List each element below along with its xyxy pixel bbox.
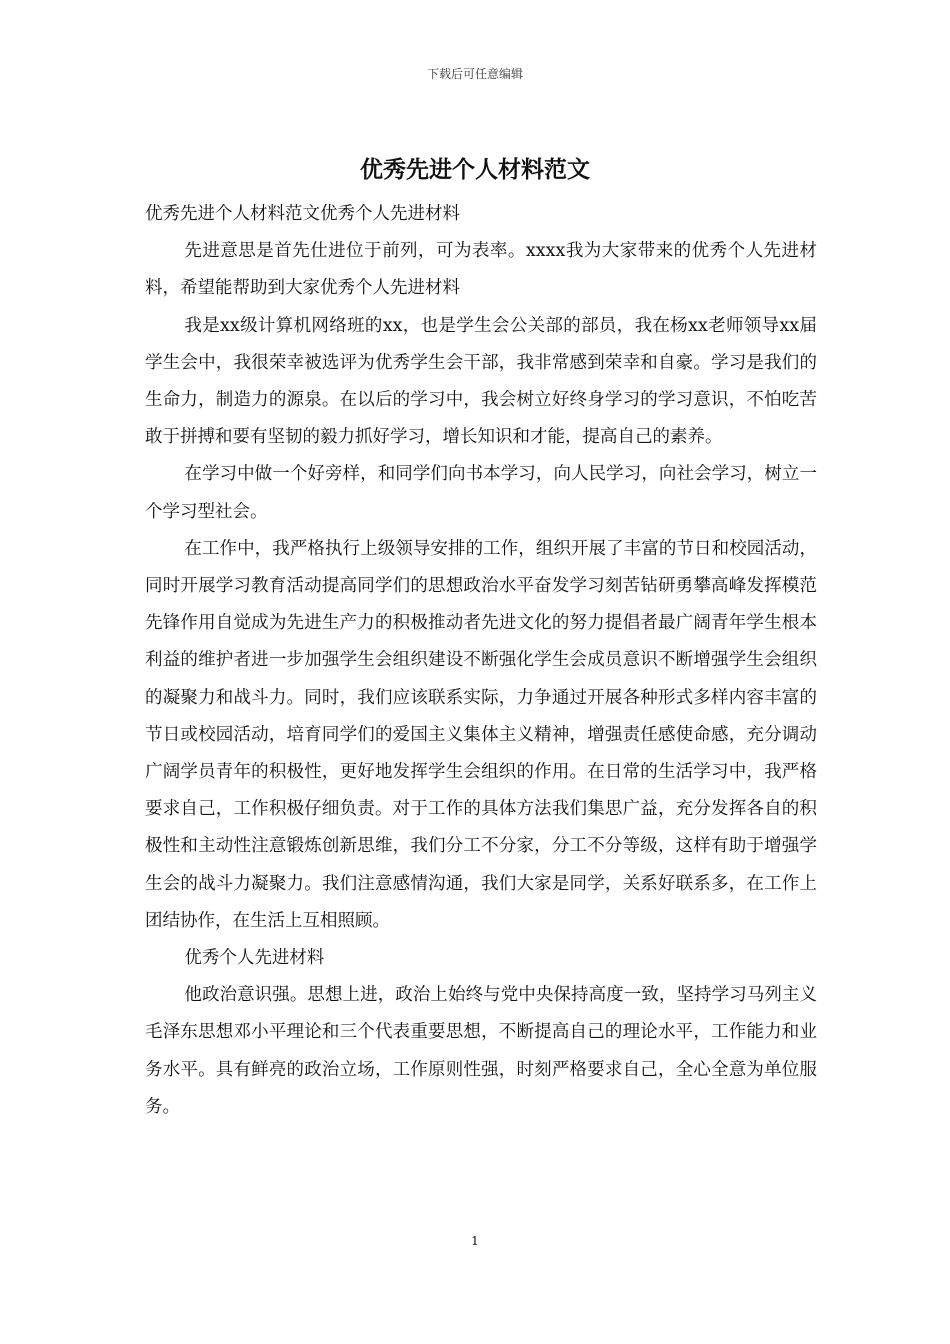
document-subtitle: 优秀先进个人材料范文优秀个人先进材料: [145, 204, 460, 224]
section-heading: 优秀个人先进材料: [184, 948, 325, 969]
document-title: 优秀先进个人材料范文: [360, 156, 590, 183]
paragraph-political: 他政治意识强。思想上进，政治上始终与党中央保持高度一致，坚持学习马列主义毛泽东思想邓小平理论和三个代表重要思想，不断提高自己的理论水平，工作能力和业务水平。具有鲜亮的政治立场，工作原则性强，时刻严格要求自己，全心全意为单位服务。: [145, 985, 817, 1117]
paragraph-intro: 先进意思是首先仕进位于前列，可为表率。xxxx我为大家带来的优秀个人先进材料，希望能帮助到大家优秀个人先进材料: [145, 241, 817, 299]
document-body: [145, 196, 817, 1126]
paragraph-work: 在工作中，我严格执行上级领导安排的工作，组织开展了丰富的节日和校园活动，同时开展学习教育活动提高同学们的思想政治水平奋发学习刻苦钻研勇攀高峰发挥模范先锋作用自觉成为先进生产力的积极推动者先进文化的努力提倡者最广阔青年学生根本利益的维护者进一步加强学生会组织建设不断强化学生会成员意识不断增强学生会组织的凝聚力和战斗力。同时，我们应该联系实际，力争通过开展各种形式多样内容丰富的节日或校园活动，培育同学们的爱国主义集体主义精神，增强责任感使命感，充分调动广阔学员青年的积极性，更好地发挥学生会组织的作用。在日常的生活学习中，我严格要求自己，工作积极仔细负责。对于工作的具体方法我们集思广益，充分发挥各自的积极性和主动性注意锻炼创新思维，我们分工不分家，分工不分等级，这样有助于增强学生会的战斗力凝聚力。我们注意感情沟通，我们大家是同学，关系好联系多，在工作上团结协作，在生活上互相照顾。: [145, 538, 817, 931]
page-number: 1: [471, 1234, 479, 1248]
paragraph-self-introduction: 我是xx级计算机网络班的xx，也是学生会公关部的部员，我在杨xx老师领导xx届学生会中，我很荣幸被选评为优秀学生会干部，我非常感到荣幸和自豪。学习是我们的生命力，制造力的源泉。在以后的学习中，我会树立好终身学习的学习意识，不怕吃苦敢于拼搏和要有坚韧的毅力抓好学习，增长知识和才能，提高自己的素养。: [145, 315, 817, 448]
page-header-note: 下载后可任意编辑: [426, 67, 523, 81]
paragraph-study-example: 在学习中做一个好旁样，和同学们向书本学习，向人民学习，向社会学习，树立一个学习型社会。: [145, 464, 817, 522]
